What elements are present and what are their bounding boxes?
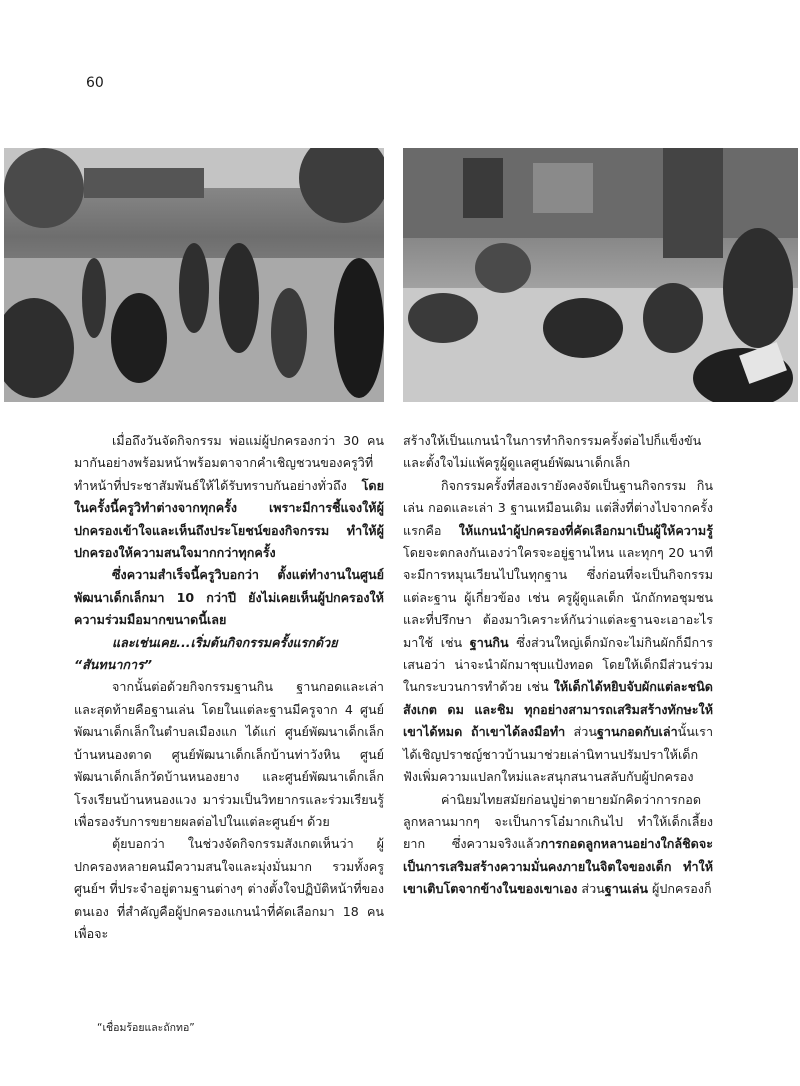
bold-text: การกอดลูกหลานอย่างใกล้ชิดจะเป็นการเสริมสร้างความมั่นคงภายในจิตใจของเด็ก ทำให้เขาเติบโตจากข้างในของเขาเอง — [403, 836, 713, 897]
left-column — [74, 430, 384, 945]
text: กิจกรรมครั้งที่สองเรายังคงจัดเป็นฐานกิจกรรม กิน เล่น กอดและเล่า 3 ฐานเหมือนเดิม แต่สิ่งที่ต่างไปจากครั้งแรกคือ — [403, 477, 713, 538]
bold-text: ให้แกนนำผู้ปกครองที่คัดเลือกมาเป็นผู้ให้ความรู้ — [458, 522, 713, 538]
bold-text: ซึ่งความสำเร็จนี้ครูวิบอกว่า ตั้งแต่ทำงานในศูนย์พัฒนาเด็กเล็กมา 10 กว่าปี ยังไม่เคยเห็นผู้ปกครองให้ความร่วมมือมากขนาดนี้เลย — [74, 567, 384, 628]
photo-outdoor-activity — [4, 148, 384, 402]
paragraph — [74, 430, 384, 564]
page-number: 60 — [86, 75, 104, 91]
bold-text: ให้เด็กได้หยิบจับผักแต่ละชนิด สังเกต ดม และชิม ทุกอย่างสามารถเสริมสร้างทักษะให้เขาได้หมด ถ้าเขาได้ลงมือทำ — [403, 679, 713, 740]
text: ซึ่งส่วนใหญ่เด็กมักจะไม่กินผักก็มีการเสนอว่า น่าจะนำผักมาชุบแป้งทอด โดยให้เด็กมีส่วนร่วมในกระบวนการทำด้วย เช่น — [403, 634, 713, 695]
paragraph: สร้างให้เป็นแกนนำในการทำกิจกรรมครั้งต่อไปก็แข็งขันและตั้งใจไม่แพ้ครูผู้ดูแลศูนย์พัฒนาเด็กเล็ก — [403, 433, 702, 471]
text: ผู้ปกครองก็ — [648, 881, 712, 897]
bold-text: โดยในครั้งนี้ครูวิทำต่างจากทุกครั้ง เพราะมีการชี้แจงให้ผู้ปกครองเข้าใจและเห็นถึงประโยชน์ของกิจกรรม ทำให้ผู้ปกครองให้ความสนใจมากกว่าทุกครั้ง — [74, 477, 384, 561]
bold-text: ฐานกิน — [469, 634, 509, 650]
text: เมื่อถึงวันจัดกิจกรรม พ่อแม่ผู้ปกครองกว่า 30 คน มากันอย่างพร้อมหน้าพร้อมตาจากคำเชิญชวนของครูวิที่ทำหน้าที่ประชาสัมพันธ์ให้ได้รับทราบกันอย่างทั่วถึง — [74, 433, 384, 493]
paragraph — [74, 564, 384, 631]
paragraph — [403, 789, 713, 901]
paragraph — [403, 475, 713, 789]
text: ค่านิยมไทยสมัยก่อนปู่ย่าตายายมักคิดว่าการกอดลูกหลานมากๆ จะเป็นการโอ๋มากเกินไป ทำให้เด็กเลี้ยงยาก ซึ่งความจริงแล้ว — [403, 791, 713, 852]
footer-caption: “เชื่อมร้อยและถักทอ” — [97, 1022, 195, 1034]
bold-text: ฐานกอดกับเล่า — [596, 724, 678, 740]
text: โดยจะตกลงกันเองว่าใครจะอยู่ฐานไหน และทุกๆ 20 นาทีจะมีการหมุนเวียนไปในทุกฐาน ซึ่งก่อนที่จะเป็นกิจกรรมแต่ละฐาน ผู้เกี่ยวข้อง เช่น ครูผู้ดูแลเด็ก นักถักทอชุมชน และที่ปรึกษา ต้องมาวิเคราะห์กันว่าแต่ละฐานจะเอาอะไรมาใช้ เช่น — [403, 545, 713, 650]
text: ส่วน — [577, 881, 605, 897]
section-heading: และเช่นเคย...เริ่มต้นกิจกรรมครั้งแรกด้วย “สันทนาการ” — [74, 634, 338, 673]
paragraph: จากนั้นต่อด้วยกิจกรรมฐานกิน ฐานกอดและเล่าและสุดท้ายคือฐานเล่น โดยในแต่ละฐานมีครูจาก 4 ศูนย์พัฒนาเด็กเล็กในตำบลเมืองแก ได้แก่ ศูนย์พัฒนาเด็กเล็กบ้านหนองตาด ศูนย์พัฒนาเด็กเล็กบ้านท่าวังหิน ศูนย์พัฒนาเด็กเล็กวัดบ้านหนองยาง และศูนย์พัฒนาเด็กเล็กโรงเรียนบ้านหนองแวง มาร่วมเป็นวิทยากรและร่วมเรียนรู้เพื่อรองรับการขยายผลต่อไปในแต่ละศูนย์ฯ ด้วย — [74, 679, 384, 829]
photo-indoor-reading — [403, 148, 798, 402]
right-column — [403, 430, 713, 901]
paragraph: ตุ้ยบอกว่า ในช่วงจัดกิจกรรมสังเกตเห็นว่า ผู้ปกครองหลายคนมีความสนใจและมุ่งมั่นมาก รวมทั้งครูศูนย์ฯ ที่ประจำอยู่ตามฐานต่างๆ ต่างตั้งใจปฏิบัติหน้าที่ของตนเอง ที่สำคัญคือผู้ปกครองแกนนำที่คัดเลือกมา 18 คน เพื่อจะ — [74, 836, 384, 941]
text: ส่วน — [565, 724, 597, 740]
text: นั้นเราได้เชิญปราชญ์ชาวบ้านมาช่วยเล่านิทานปรัมปราให้เด็กฟังเพิ่มความแปลกใหม่และสนุกสนานสลับกับผู้ปกครอง — [403, 724, 714, 785]
bold-text: ฐานเล่น — [604, 881, 649, 897]
